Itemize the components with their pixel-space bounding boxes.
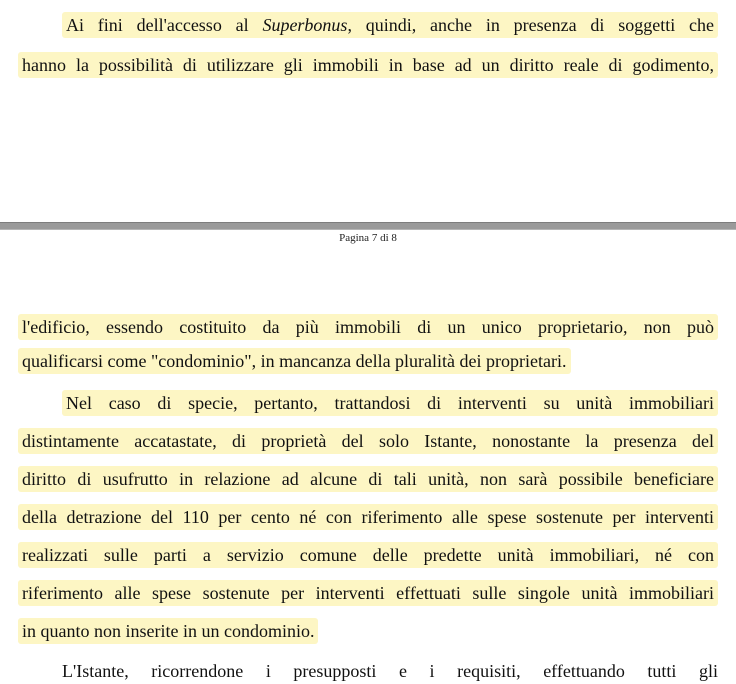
page-number-label: Pagina 7 di 8 (339, 232, 397, 244)
page-bottom (0, 238, 736, 682)
paragraph-line: hanno la possibilità di utilizzare gli immobili in base ad un diritto reale di godimento, (18, 52, 718, 78)
paragraph-line: distintamente accatastate, di proprietà del solo Istante, nonostante la presenza del (18, 428, 718, 454)
paragraph-line: l'edificio, essendo costituito da più immobili di un unico proprietario, non può (18, 314, 718, 340)
paragraph-line (62, 12, 718, 38)
italic-term: Superbonus (262, 15, 348, 35)
paragraph-line: Nel caso di specie, pertanto, trattandosi di interventi su unità immobiliari (62, 390, 718, 416)
text-fragment: , quindi, anche in presenza di soggetti che (347, 15, 715, 35)
page-top (0, 0, 736, 222)
paragraph-line: riferimento alle spese sostenute per interventi effettuati sulle singole unità immobiliari (18, 580, 718, 606)
paragraph-line: realizzati sulle parti a servizio comune delle predette unità immobiliari, né con (18, 542, 718, 568)
paragraph-line: L'Istante, ricorrendone i presupposti e i requisiti, effettuando tutti gli (62, 661, 718, 681)
text-fragment: Ai fini dell'accesso al (66, 15, 263, 35)
paragraph-line: della detrazione del 110 per cento né con riferimento alle spese sostenute per interventi (18, 504, 718, 530)
paragraph-line: qualificarsi come "condominio", in mancanza della pluralità dei proprietari. (18, 348, 571, 374)
paragraph-line: in quanto non inserite in un condominio. (18, 618, 318, 644)
paragraph-line: diritto di usufrutto in relazione ad alcune di tali unità, non sarà possibile beneficiare (18, 466, 718, 492)
page-break-separator (0, 222, 736, 230)
